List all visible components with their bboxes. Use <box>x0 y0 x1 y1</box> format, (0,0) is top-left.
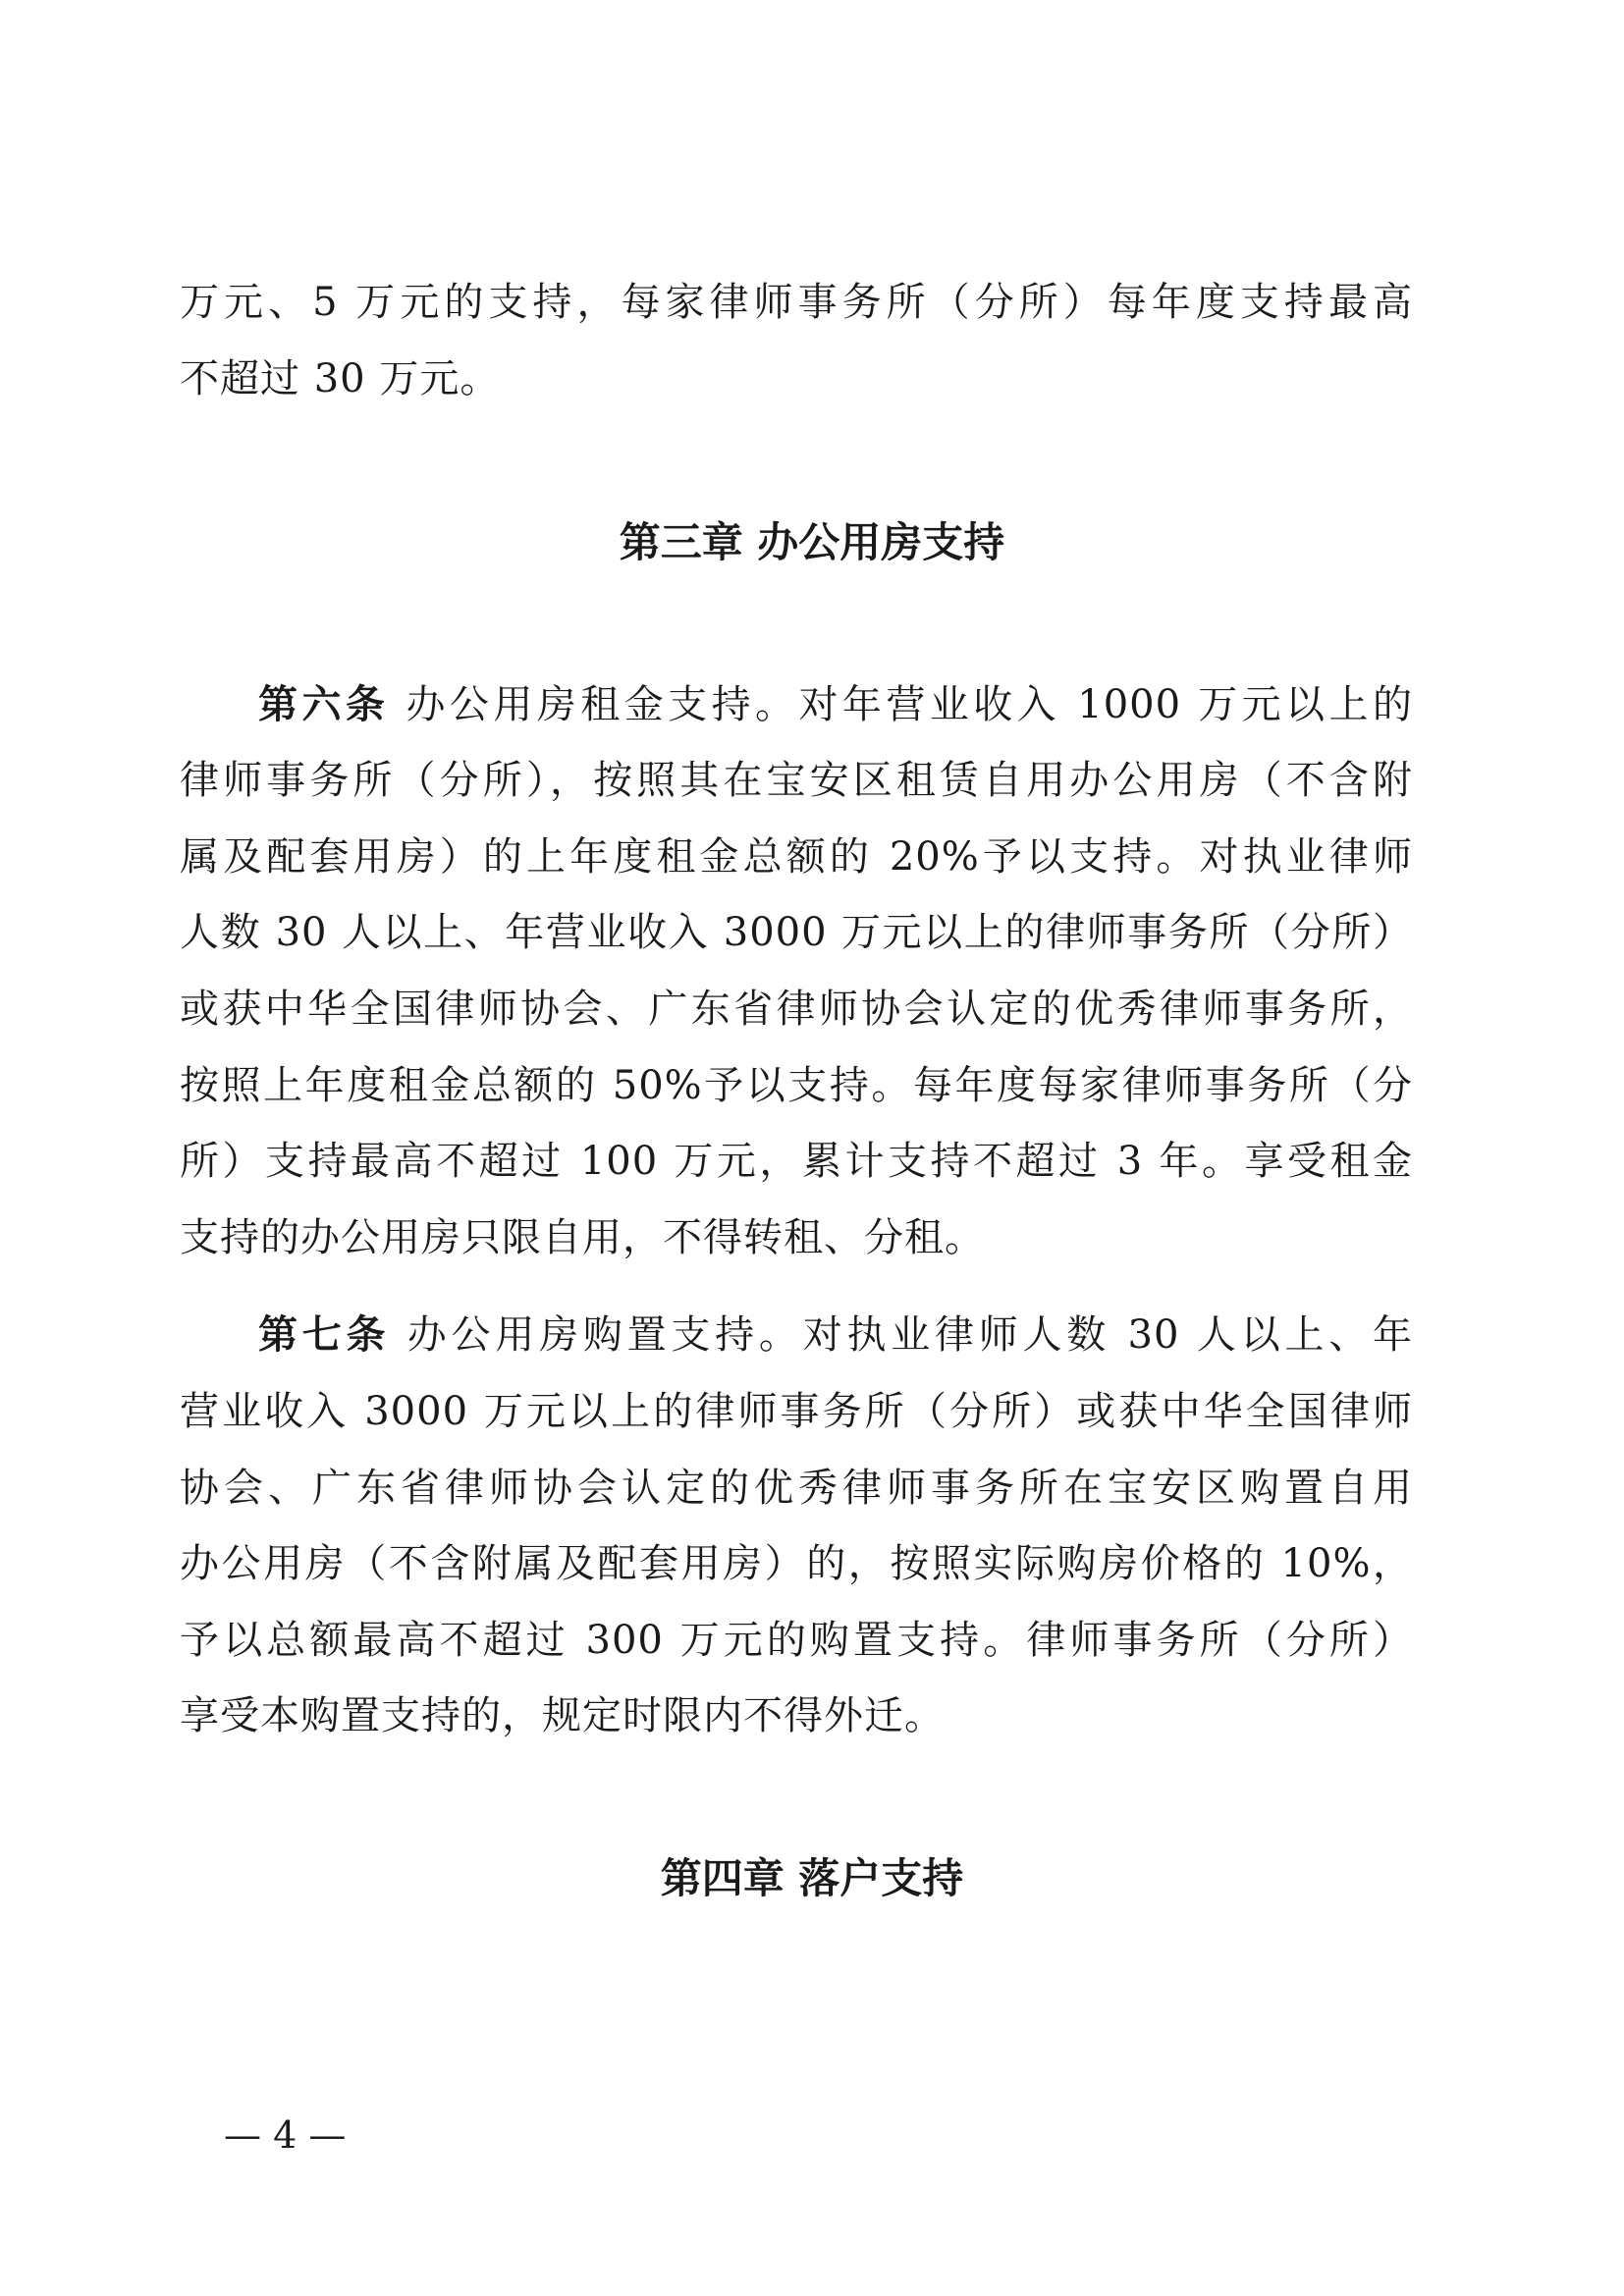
paragraph-line: 办公用房（不含附属及配套用房）的，按照实际购房价格的 10%， <box>180 1541 1413 1586</box>
paragraph-line: 或获中华全国律师协会、广东省律师协会认定的优秀律师事务所， <box>180 987 1413 1032</box>
article-label: 第六条 <box>258 682 390 727</box>
paragraph-line: 人数 30 人以上、年营业收入 3000 万元以上的律师事务所（分所） <box>180 910 1413 955</box>
paragraph-line: 律师事务所（分所），按照其在宝安区租赁自用办公用房（不含附 <box>180 758 1413 803</box>
article-text: 办公用房购置支持。对执业律师人数 30 人以上、年 <box>390 1312 1414 1358</box>
article-label: 第七条 <box>258 1312 391 1358</box>
chapter-heading: 第四章 落户支持 <box>660 1854 964 1902</box>
article-first-line <box>258 1306 1413 1364</box>
page-number: — 4 — <box>224 2113 347 2157</box>
chapter-heading: 第三章 办公用房支持 <box>619 518 1005 566</box>
paragraph-line: 协会、广东省律师协会认定的优秀律师事务所在宝安区购置自用 <box>180 1466 1413 1511</box>
paragraph-line: 按照上年度租金总额的 50%予以支持。每年度每家律师事务所（分 <box>180 1063 1413 1108</box>
paragraph-line: 不超过 30 万元。 <box>180 356 501 401</box>
paragraph-line: 属及配套用房）的上年度租金总额的 20%予以支持。对执业律师 <box>180 834 1413 880</box>
paragraph-line: 予以总额最高不超过 300 万元的购置支持。律师事务所（分所） <box>180 1618 1413 1663</box>
paragraph-line: 享受本购置支持的，规定时限内不得外迁。 <box>180 1693 945 1738</box>
paragraph-line: 支持的办公用房只限自用，不得转租、分租。 <box>180 1215 985 1260</box>
paragraph-line: 万元、5 万元的支持，每家律师事务所（分所）每年度支持最高 <box>180 280 1413 325</box>
paragraph-line: 营业收入 3000 万元以上的律师事务所（分所）或获中华全国律师 <box>180 1389 1413 1434</box>
article-text: 办公用房租金支持。对年营业收入 1000 万元以上的 <box>389 682 1413 727</box>
article-first-line <box>258 675 1413 734</box>
paragraph-line: 所）支持最高不超过 100 万元，累计支持不超过 3 年。享受租金 <box>180 1139 1413 1184</box>
